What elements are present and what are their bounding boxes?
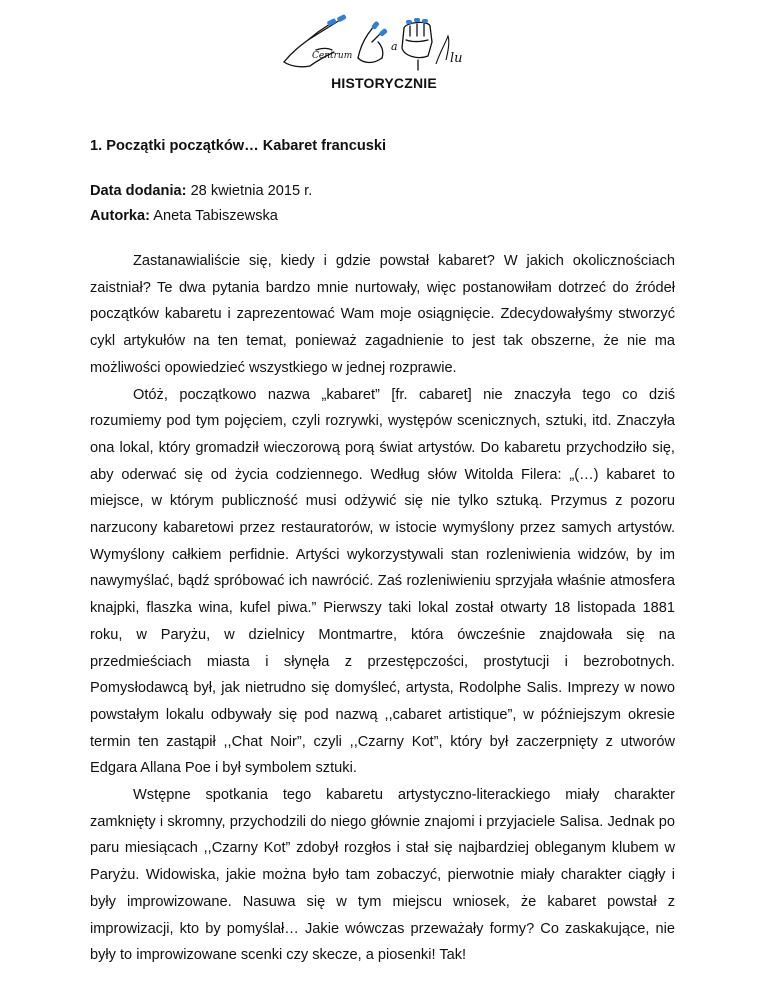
flourish-icon [436, 36, 449, 64]
author-line [90, 204, 675, 229]
nail-icon [406, 20, 412, 24]
centrum-logo [278, 12, 478, 74]
article [90, 136, 675, 969]
paragraph: Wstępne spotkania tego kabaretu artystyczno-literackiego miały charakter zamknięty i skromny, przychodzili do niego głównie znajomi i przyjaciele Salisa. Jednak po paru miesiącach ,,Czarny Kot” zdobył rozgłos i stał się najbardziej obleganym klubem w Paryżu. Widowiska, jakie można było tam zobaczyć, pierwotnie miały charakter ciągły i były improwizowane. Nasuwa się w tym miejscu wniosek, że kabaret powstał z improwizacji, kto by pomyślał… Jakie wówczas przeważały formy? Co zaskakujące, nie były to improwizowane scenki czy skecze, a piosenki! Tak! [90, 787, 675, 964]
section-title: HISTORYCZNIE [331, 75, 437, 91]
paragraph: Zastanawialiście się, kiedy i gdzie powstał kabaret? W jakich okolicznościach zaistniał? Te dwa pytania bardzo mnie nurtowały, więc postanowiłam dotrzeć do źródeł początków kabaretu i zaprezentować Wam moje osiągnięcie. Zdecydowałyśmy stworzyć cykl artykułów na ten temat, ponieważ zagadnienie to jest tak obszerne, że nie ma możliwości opowiedzieć wszystkiego w jednej rozprawie. [90, 253, 675, 376]
logo-letter: a [391, 40, 398, 53]
date-value: 28 kwietnia 2015 r. [190, 183, 313, 199]
date-label: Data dodania: [90, 183, 187, 199]
author-label: Autorka: [90, 208, 150, 224]
fist-icon [402, 22, 432, 70]
logo-text-left: Centrum [312, 51, 353, 61]
paragraph: Otóż, początkowo nazwa „kabaret” [fr. cabaret] nie znaczyła tego co dziś rozumiemy pod tym pojęciem, czyli rozrywki, występów scenicznych, sztuki, itd. Znaczyła ona lokal, który gromadził wieczorową porą świat artystów. Do kabaretu przychodziło się, aby oderwać się od życia codziennego. Według słów Witolda Filera: „(…) kabaret to miejsce, w którym publiczność musi odżywić się nie tylko sztuką. Przymus z pozoru narzucony kabaretowi przez restauratorów, w istocie wymyślony przez samych artystów. Wymyślony całkiem perfidnie. Artyści wykorzystywali stan rozleniwienia widzów, by im nawymyślać, bądź spróbować ich nawrócić. Zaś rozleniwieniu sprzyjała właśnie atmosfera knajpki, flaszka wina, kufel piwa.” Pierwszy taki lokal został otwarty 18 listopada 1881 roku, w Paryżu, w dzielnicy Montmartre, która ówcześnie znajdowała się na przedmieściach miasta i słynęła z przestępczości, prostytucji i bezrobotnych. Pomysłodawcą był, jak nietrudno się domyśleć, artysta, Rodolphe Salis. Imprezy w nowo powstałym lokalu odbywały się pod nazwą ,,cabaret artistique”, w późniejszym okresie termin ten zastąpił ,,Chat Noir”, czyli ,,Czarny Kot”, który był zaczerpnięty z utworów Edgara Allana Poe i był symbolem sztuki. [90, 386, 675, 777]
logo-text-right: lu [450, 51, 463, 66]
nail-icon [422, 19, 428, 23]
author-value: Aneta Tabiszewska [153, 208, 278, 224]
date-line [90, 179, 675, 204]
nail-icon [379, 28, 388, 37]
middle-hand-icon [358, 26, 383, 63]
article-title: 1. Początki początków… Kabaret francuski [90, 138, 387, 154]
nail-icon [414, 18, 420, 22]
